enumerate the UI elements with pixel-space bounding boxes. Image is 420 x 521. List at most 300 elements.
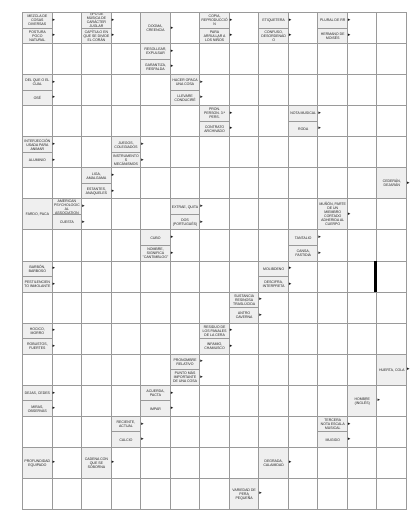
answer-cell[interactable] xyxy=(199,354,230,386)
arrow-right-icon: ▸ xyxy=(347,210,351,217)
answer-cell[interactable] xyxy=(317,385,348,417)
answer-cell[interactable] xyxy=(52,292,83,324)
arrow-right-icon: ▸ xyxy=(170,405,174,412)
answer-cell[interactable] xyxy=(347,323,378,355)
arrow-right-icon: ▸ xyxy=(52,389,56,396)
answer-cell[interactable] xyxy=(347,167,378,199)
answer-cell[interactable] xyxy=(111,478,142,510)
arrow-right-icon: ▸ xyxy=(288,265,292,272)
clue-cell: POSTURA POCO NATURAL xyxy=(22,28,53,45)
clue-cell: EXTRAE, QUITA xyxy=(170,198,201,215)
answer-cell[interactable] xyxy=(229,198,260,230)
clue-cell: HOCICO, MORRO xyxy=(22,323,53,340)
answer-cell[interactable] xyxy=(229,229,260,261)
answer-cell[interactable] xyxy=(170,136,201,168)
clue-cell: ROBUSTOS, FUERTES xyxy=(22,338,53,355)
answer-cell[interactable] xyxy=(22,105,53,137)
answer-cell[interactable] xyxy=(376,136,407,168)
arrow-right-icon: ▸ xyxy=(318,125,321,132)
answer-cell[interactable] xyxy=(199,74,230,106)
clue-cell: COPIA, REPRODUCCIÓN xyxy=(199,12,230,29)
clue-cell: TERCERA NOTA ESCALA MUSICAL xyxy=(317,416,348,433)
arrow-right-icon: ▸ xyxy=(52,78,56,85)
clue-cell: HERMANO DE MOISÉS xyxy=(317,28,348,45)
answer-cell[interactable] xyxy=(288,12,319,44)
answer-cell[interactable] xyxy=(376,478,407,510)
answer-cell[interactable] xyxy=(140,354,171,386)
clue-cell: MIRAS, OBSERVAS xyxy=(22,400,53,417)
arrow-right-icon: ▸ xyxy=(288,32,292,39)
answer-cell[interactable] xyxy=(170,105,201,137)
arrow-right-icon: ▸ xyxy=(111,32,115,39)
arrow-right-icon: ▸ xyxy=(200,373,203,380)
answer-cell[interactable] xyxy=(258,198,289,230)
answer-cell[interactable] xyxy=(317,478,348,510)
answer-cell[interactable] xyxy=(347,261,378,293)
clue-cell: TIPO DE MÚSICA DE CARÁCTER JUGLAR xyxy=(81,12,112,29)
answer-cell[interactable] xyxy=(199,478,230,510)
answer-cell[interactable] xyxy=(258,385,289,417)
answer-cell[interactable] xyxy=(81,261,112,293)
answer-cell[interactable] xyxy=(347,198,378,230)
clue-cell: CONFUSO, DESORDENADO xyxy=(258,28,289,45)
answer-cell[interactable] xyxy=(170,261,201,293)
answer-cell[interactable] xyxy=(111,198,142,230)
answer-cell[interactable] xyxy=(170,167,201,199)
answer-cell[interactable] xyxy=(288,167,319,199)
answer-cell[interactable] xyxy=(258,74,289,106)
clue-cell: CAPÍTULO EN QUE SE DIVIDE EL CORÁN xyxy=(81,28,112,45)
answer-cell[interactable] xyxy=(317,136,348,168)
arrow-right-icon: ▸ xyxy=(170,24,174,31)
answer-cell[interactable] xyxy=(258,229,289,261)
answer-cell[interactable] xyxy=(229,167,260,199)
arrow-right-icon: ▸ xyxy=(52,32,56,39)
answer-cell[interactable] xyxy=(229,74,260,106)
arrow-right-icon: ▸ xyxy=(200,78,203,85)
clue-cell: INSTRUMENTOS MECÁNISMOS xyxy=(111,152,142,169)
answer-cell[interactable] xyxy=(347,292,378,324)
clue-cell: RODA xyxy=(288,121,319,138)
arrow-right-icon: ▸ xyxy=(52,342,56,349)
answer-cell[interactable] xyxy=(140,416,171,448)
answer-cell[interactable] xyxy=(111,105,142,137)
clue-cell: PRON. PERSON. 3.ª PERS. xyxy=(199,105,230,122)
clue-cell: CONTRATO ARCHIVADO xyxy=(199,121,230,138)
answer-cell[interactable] xyxy=(81,323,112,355)
answer-cell[interactable] xyxy=(258,416,289,448)
clue-cell: RESIDUO DE LOS PANALES DE LA CERA xyxy=(199,323,230,340)
answer-cell[interactable] xyxy=(229,12,260,44)
answer-cell[interactable] xyxy=(52,478,83,510)
clue-cell: CADENA CON QUE SE SOBORNA xyxy=(81,447,112,479)
answer-cell[interactable] xyxy=(170,43,201,75)
answer-cell[interactable] xyxy=(140,167,171,199)
clue-cell: OSÉ xyxy=(22,90,53,107)
answer-cell[interactable] xyxy=(376,43,407,75)
answer-cell[interactable] xyxy=(52,261,83,293)
answer-cell[interactable] xyxy=(52,323,83,355)
answer-cell[interactable] xyxy=(317,354,348,386)
clue-cell: DEGRADA, CALAMIDAD xyxy=(258,447,289,479)
answer-cell[interactable] xyxy=(111,261,142,293)
answer-cell[interactable] xyxy=(288,74,319,106)
clue-cell: ESTANTES, ANAQUELES xyxy=(81,183,112,200)
arrow-right-icon: ▸ xyxy=(200,218,203,225)
arrow-right-icon: ▸ xyxy=(347,436,351,443)
clue-cell: DEJAS, CEDES xyxy=(22,385,53,402)
arrow-right-icon: ▸ xyxy=(52,141,56,148)
arrow-right-icon: ▸ xyxy=(288,280,292,287)
answer-cell[interactable] xyxy=(317,43,348,75)
answer-cell[interactable] xyxy=(229,416,260,448)
answer-cell[interactable] xyxy=(376,416,407,448)
answer-cell[interactable] xyxy=(347,74,378,106)
arrow-right-icon: ▸ xyxy=(52,405,56,412)
arrow-right-icon: ▸ xyxy=(200,94,203,101)
clue-cell: PESTILENCIENTO INMOLANTE xyxy=(22,276,53,293)
clue-cell: DOS (PORTUGUÉS) xyxy=(170,214,201,231)
arrow-right-icon: ▸ xyxy=(170,389,174,396)
answer-cell[interactable] xyxy=(22,416,53,448)
answer-cell[interactable] xyxy=(111,385,142,417)
answer-cell[interactable] xyxy=(22,478,53,510)
answer-cell[interactable] xyxy=(140,105,171,137)
clue-cell: RECIENTE, ACTUAL xyxy=(111,416,142,433)
answer-cell[interactable] xyxy=(317,167,348,199)
answer-cell[interactable] xyxy=(199,136,230,168)
answer-cell[interactable] xyxy=(258,323,289,355)
answer-cell[interactable] xyxy=(140,198,171,230)
answer-cell[interactable] xyxy=(199,43,230,75)
clue-cell: AMERICAN PSYCHOLOGICAL ASSOCIATION xyxy=(52,198,83,215)
answer-cell[interactable] xyxy=(229,43,260,75)
answer-cell[interactable] xyxy=(229,261,260,293)
clue-cell: PLURAL DE RR xyxy=(317,12,348,29)
clue-cell: HOMBRE (INGLÉS) xyxy=(347,385,378,417)
answer-cell[interactable] xyxy=(52,105,83,137)
arrow-right-icon: ▸ xyxy=(259,296,262,303)
answer-cell[interactable] xyxy=(199,261,230,293)
arrow-right-icon: ▸ xyxy=(288,459,292,466)
answer-cell[interactable] xyxy=(140,478,171,510)
clue-cell: ACUERDA, PACTA xyxy=(140,385,171,402)
answer-cell[interactable] xyxy=(288,292,319,324)
arrow-right-icon: ▸ xyxy=(52,265,56,272)
clue-cell: ALUMINIO xyxy=(22,152,53,169)
answer-cell[interactable] xyxy=(111,74,142,106)
clue-cell: JUEGOS, COLEGIADOS xyxy=(111,136,142,153)
clue-cell: MUÑÓN, PARTE DE UN MIEMBRO CORTADO ADHERIDA AL CUERPO xyxy=(317,198,348,230)
arrow-right-icon: ▸ xyxy=(200,358,203,365)
arrow-right-icon: ▸ xyxy=(141,156,144,163)
clue-cell: NOMBRE, SIGNIFICA "CANTIMBLOG" xyxy=(140,245,171,262)
answer-cell[interactable] xyxy=(22,167,53,199)
answer-cell[interactable] xyxy=(81,136,112,168)
answer-cell[interactable] xyxy=(52,12,83,44)
arrow-right-icon: ▸ xyxy=(52,16,56,23)
answer-cell[interactable] xyxy=(376,447,407,479)
arrow-right-icon: ▸ xyxy=(141,420,144,427)
answer-cell[interactable] xyxy=(376,74,407,106)
arrow-right-icon: ▸ xyxy=(52,327,56,334)
answer-cell[interactable] xyxy=(140,74,171,106)
clue-cell: ANTRO CAVERNA xyxy=(229,307,260,324)
answer-cell[interactable] xyxy=(229,105,260,137)
answer-cell[interactable] xyxy=(229,136,260,168)
answer-cell[interactable] xyxy=(81,292,112,324)
answer-cell[interactable] xyxy=(52,447,83,479)
answer-cell[interactable] xyxy=(111,43,142,75)
arrow-right-icon: ▸ xyxy=(52,280,56,287)
answer-cell[interactable] xyxy=(81,416,112,448)
clue-cell: FARDO, PACA xyxy=(22,198,53,230)
answer-cell[interactable] xyxy=(317,74,348,106)
answer-cell[interactable] xyxy=(317,261,348,293)
clue-cell: INTERJECCIÓN USADA PARA ANIMAR xyxy=(22,136,53,153)
answer-cell[interactable] xyxy=(81,478,112,510)
answer-cell[interactable] xyxy=(140,292,171,324)
arrow-right-icon: ▸ xyxy=(377,397,380,404)
arrow-right-icon: ▸ xyxy=(229,327,233,334)
clue-cell: ETIQUETERA xyxy=(258,12,289,29)
answer-cell[interactable] xyxy=(347,478,378,510)
answer-cell[interactable] xyxy=(199,292,230,324)
answer-cell[interactable] xyxy=(376,323,407,355)
answer-cell[interactable] xyxy=(81,43,112,75)
clue-cell: SUSTANCIA RESINOSA TRASLÚCIDA xyxy=(229,292,260,309)
arrow-right-icon: ▸ xyxy=(170,249,174,256)
arrow-right-icon: ▸ xyxy=(52,459,56,466)
answer-cell[interactable] xyxy=(229,447,260,479)
arrow-right-icon: ▸ xyxy=(318,249,321,256)
answer-cell[interactable] xyxy=(140,447,171,479)
arrow-right-icon: ▸ xyxy=(259,490,262,497)
answer-cell[interactable] xyxy=(81,198,112,230)
answer-cell[interactable] xyxy=(22,354,53,386)
answer-cell[interactable] xyxy=(376,229,407,261)
clue-cell: CUBO xyxy=(140,229,171,246)
clue-cell: CANSA, FASTIDIA xyxy=(288,245,319,262)
answer-cell[interactable] xyxy=(199,447,230,479)
answer-cell[interactable] xyxy=(376,105,407,137)
answer-cell[interactable] xyxy=(81,385,112,417)
answer-cell[interactable] xyxy=(376,261,407,293)
answer-cell[interactable] xyxy=(317,229,348,261)
arrow-right-icon: ▸ xyxy=(288,16,292,23)
arrow-right-icon: ▸ xyxy=(229,125,233,132)
answer-cell[interactable] xyxy=(111,229,142,261)
answer-cell[interactable] xyxy=(288,136,319,168)
arrow-right-icon: ▸ xyxy=(111,16,115,23)
arrow-right-icon: ▸ xyxy=(229,342,233,349)
answer-cell[interactable] xyxy=(52,416,83,448)
answer-cell[interactable] xyxy=(170,385,201,417)
answer-cell[interactable] xyxy=(258,167,289,199)
answer-cell[interactable] xyxy=(111,292,142,324)
answer-cell[interactable] xyxy=(81,74,112,106)
answer-cell[interactable] xyxy=(258,105,289,137)
answer-cell[interactable] xyxy=(229,385,260,417)
answer-cell[interactable] xyxy=(288,261,319,293)
clue-cell: PRONOMBRE RELATIVO xyxy=(170,354,201,371)
answer-cell[interactable] xyxy=(111,354,142,386)
answer-cell[interactable] xyxy=(288,43,319,75)
answer-cell[interactable] xyxy=(317,105,348,137)
answer-cell[interactable] xyxy=(140,261,171,293)
answer-cell[interactable] xyxy=(22,229,53,261)
clue-cell: CALCIO xyxy=(111,431,142,448)
clue-cell: LIGA, AMALGAMA xyxy=(81,167,112,184)
arrow-right-icon: ▸ xyxy=(170,234,174,241)
answer-cell[interactable] xyxy=(170,478,201,510)
clue-cell: VARIEDAD DE PERA PEQUEÑA xyxy=(229,478,260,510)
clue-cell: PUNTO MÁS IMPORTANTE DE UNA COSA xyxy=(170,369,201,386)
clue-cell: DEL QUE O EL CUAL xyxy=(22,74,53,91)
answer-cell[interactable] xyxy=(52,167,83,199)
answer-cell[interactable] xyxy=(199,167,230,199)
answer-cell[interactable] xyxy=(258,136,289,168)
arrow-right-icon: ▸ xyxy=(229,109,233,116)
answer-cell[interactable] xyxy=(81,229,112,261)
answer-cell[interactable] xyxy=(347,136,378,168)
answer-cell[interactable] xyxy=(258,478,289,510)
clue-cell: IMPAR xyxy=(140,400,171,417)
answer-cell[interactable] xyxy=(52,74,83,106)
crossword-grid xyxy=(22,12,410,509)
answer-cell[interactable] xyxy=(22,292,53,324)
arrow-right-icon: ▸ xyxy=(82,218,85,225)
answer-cell[interactable] xyxy=(347,416,378,448)
answer-cell[interactable] xyxy=(258,354,289,386)
arrow-right-icon: ▸ xyxy=(82,203,85,210)
answer-cell[interactable] xyxy=(376,292,407,324)
answer-cell[interactable] xyxy=(111,167,142,199)
answer-cell[interactable] xyxy=(199,416,230,448)
clue-cell: GARANTIZA, RESPALDA xyxy=(140,59,171,76)
answer-cell[interactable] xyxy=(170,447,201,479)
answer-cell[interactable] xyxy=(111,447,142,479)
clue-cell: MEZCLA DE COSAS DIVERSAS xyxy=(22,12,53,29)
clue-cell: HUERTA, COLA xyxy=(376,354,407,386)
arrow-right-icon: ▸ xyxy=(407,366,410,373)
arrow-right-icon: ▸ xyxy=(170,47,174,54)
clue-cell: INFAMIO, CHAMUSCO xyxy=(199,338,230,355)
answer-cell[interactable] xyxy=(170,323,201,355)
answer-cell[interactable] xyxy=(288,385,319,417)
clue-cell: RESOLLEAR, EXPULSAR xyxy=(140,43,171,60)
answer-cell[interactable] xyxy=(170,229,201,261)
clue-cell: PARA ARRULLAR A LOS NIÑOS xyxy=(199,28,230,45)
arrow-right-icon: ▸ xyxy=(111,459,115,466)
arrow-right-icon: ▸ xyxy=(141,436,144,443)
answer-cell[interactable] xyxy=(288,198,319,230)
answer-cell[interactable] xyxy=(288,416,319,448)
block-divider xyxy=(374,261,377,292)
arrow-right-icon: ▸ xyxy=(111,172,115,179)
arrow-right-icon: ▸ xyxy=(52,156,56,163)
answer-cell[interactable] xyxy=(288,478,319,510)
answer-cell[interactable] xyxy=(52,136,83,168)
answer-cell[interactable] xyxy=(317,447,348,479)
clue-cell: NOTA MUSICAL xyxy=(288,105,319,122)
answer-cell[interactable] xyxy=(140,323,171,355)
clue-cell: DESCIFRA, INTERPRETA xyxy=(258,276,289,293)
answer-cell[interactable] xyxy=(258,43,289,75)
arrow-right-icon: ▸ xyxy=(229,16,233,23)
arrow-right-icon: ▸ xyxy=(229,32,233,39)
answer-cell[interactable] xyxy=(52,229,83,261)
answer-cell[interactable] xyxy=(199,385,230,417)
answer-cell[interactable] xyxy=(347,43,378,75)
clue-cell: TANTALIO xyxy=(288,229,319,246)
answer-cell[interactable] xyxy=(288,447,319,479)
answer-cell[interactable] xyxy=(52,354,83,386)
answer-cell[interactable] xyxy=(52,385,83,417)
clue-cell: HACER OPACA UNA COSA xyxy=(170,74,201,91)
clue-cell: CUESTA xyxy=(52,214,83,231)
answer-cell[interactable] xyxy=(229,354,260,386)
answer-cell[interactable] xyxy=(258,292,289,324)
answer-cell[interactable] xyxy=(347,12,378,44)
arrow-right-icon: ▸ xyxy=(200,203,203,210)
answer-cell[interactable] xyxy=(347,447,378,479)
answer-cell[interactable] xyxy=(317,323,348,355)
clue-cell: BARBÓN, BARBOSO xyxy=(22,261,53,278)
answer-cell[interactable] xyxy=(199,229,230,261)
answer-cell[interactable] xyxy=(288,354,319,386)
answer-cell[interactable] xyxy=(81,354,112,386)
answer-cell[interactable] xyxy=(347,354,378,386)
clue-cell: DOGMA, CREENCIA xyxy=(140,12,171,44)
answer-cell[interactable] xyxy=(22,43,53,75)
clue-cell: CEDERÁN, DEJARÁN xyxy=(376,167,407,199)
answer-cell[interactable] xyxy=(170,416,201,448)
arrow-right-icon: ▸ xyxy=(170,63,174,70)
answer-cell[interactable] xyxy=(140,136,171,168)
answer-cell[interactable] xyxy=(170,12,201,44)
answer-cell[interactable] xyxy=(347,229,378,261)
answer-cell[interactable] xyxy=(347,105,378,137)
answer-cell[interactable] xyxy=(317,292,348,324)
arrow-right-icon: ▸ xyxy=(347,420,351,427)
arrow-right-icon: ▸ xyxy=(111,187,115,194)
arrow-right-icon: ▸ xyxy=(259,311,262,318)
answer-cell[interactable] xyxy=(376,198,407,230)
answer-cell[interactable] xyxy=(288,323,319,355)
arrow-right-icon: ▸ xyxy=(141,141,144,148)
clue-cell: MOLIBDENO xyxy=(258,261,289,278)
clue-cell: MUGIDO xyxy=(317,431,348,448)
clue-cell: LLEVARE CONDUCIRÉ xyxy=(170,90,201,107)
arrow-right-icon: ▸ xyxy=(52,94,56,101)
answer-cell[interactable] xyxy=(81,105,112,137)
arrow-right-icon: ▸ xyxy=(347,16,351,23)
answer-cell[interactable] xyxy=(229,323,260,355)
answer-cell[interactable] xyxy=(111,12,142,44)
arrow-right-icon: ▸ xyxy=(318,234,321,241)
answer-cell[interactable] xyxy=(199,198,230,230)
arrow-right-icon: ▸ xyxy=(347,32,351,39)
arrow-right-icon: ▸ xyxy=(407,179,410,186)
answer-cell[interactable] xyxy=(111,323,142,355)
answer-cell[interactable] xyxy=(52,43,83,75)
answer-cell[interactable] xyxy=(170,292,201,324)
answer-cell[interactable] xyxy=(376,385,407,417)
answer-cell[interactable] xyxy=(376,12,407,44)
clue-cell: PROFUNDIDAD EQUIPADO xyxy=(22,447,53,479)
arrow-right-icon: ▸ xyxy=(318,109,321,116)
